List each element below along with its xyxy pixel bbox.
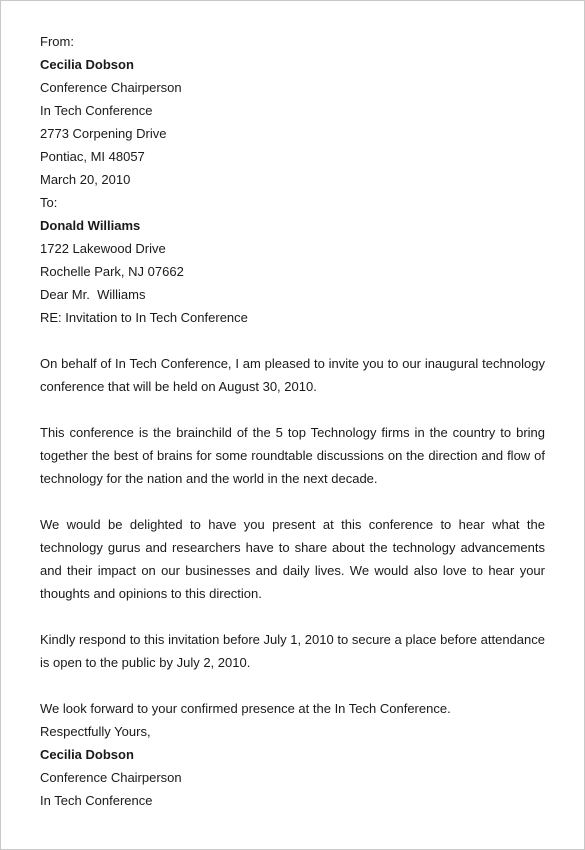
recipient-city-state-zip: Rochelle Park, NJ 07662 bbox=[40, 264, 184, 279]
recipient-street: 1722 Lakewood Drive bbox=[40, 241, 166, 256]
recipient-name: Donald Williams bbox=[40, 218, 141, 233]
signer-title: Conference Chairperson bbox=[40, 770, 182, 785]
sender-name: Cecilia Dobson bbox=[40, 57, 134, 72]
sender-organization: In Tech Conference bbox=[40, 103, 153, 118]
closing-block bbox=[40, 697, 545, 812]
recipient-block bbox=[40, 191, 545, 329]
body-paragraph: On behalf of In Tech Conference, I am pleased to invite you to our inaugural technology conference that will be held on August 30, 2010. bbox=[40, 356, 545, 394]
sender-block bbox=[40, 30, 545, 191]
body-paragraph: This conference is the brainchild of the 5 top Technology firms in the country to bring together the best of brains for some roundtable discussions on the direction and flow of technology for the nation and the world in the next decade. bbox=[40, 425, 545, 486]
closing-sentence: We look forward to your confirmed presence at the In Tech Conference. bbox=[40, 701, 451, 716]
body-paragraph: We would be delighted to have you present at this conference to hear what the technology gurus and researchers have to share about the technology advancements and their impact on our businesses and daily lives. We would also love to hear your thoughts and opinions to this direction. bbox=[40, 517, 545, 601]
sender-street: 2773 Corpening Drive bbox=[40, 126, 167, 141]
sender-city-state-zip: Pontiac, MI 48057 bbox=[40, 149, 145, 164]
signer-organization: In Tech Conference bbox=[40, 793, 153, 808]
to-label: To: bbox=[40, 195, 58, 210]
subject-line: RE: Invitation to In Tech Conference bbox=[40, 310, 248, 325]
letter-body bbox=[40, 352, 545, 674]
salutation: Dear Mr. Williams bbox=[40, 287, 146, 302]
sign-off: Respectfully Yours, bbox=[40, 724, 151, 739]
from-label: From: bbox=[40, 34, 74, 49]
signer-name: Cecilia Dobson bbox=[40, 747, 134, 762]
sender-title: Conference Chairperson bbox=[40, 80, 182, 95]
letter-date: March 20, 2010 bbox=[40, 172, 131, 187]
letter-content bbox=[40, 30, 545, 812]
body-paragraph: Kindly respond to this invitation before July 1, 2010 to secure a place before attendance is open to the public by July 2, 2010. bbox=[40, 632, 545, 670]
